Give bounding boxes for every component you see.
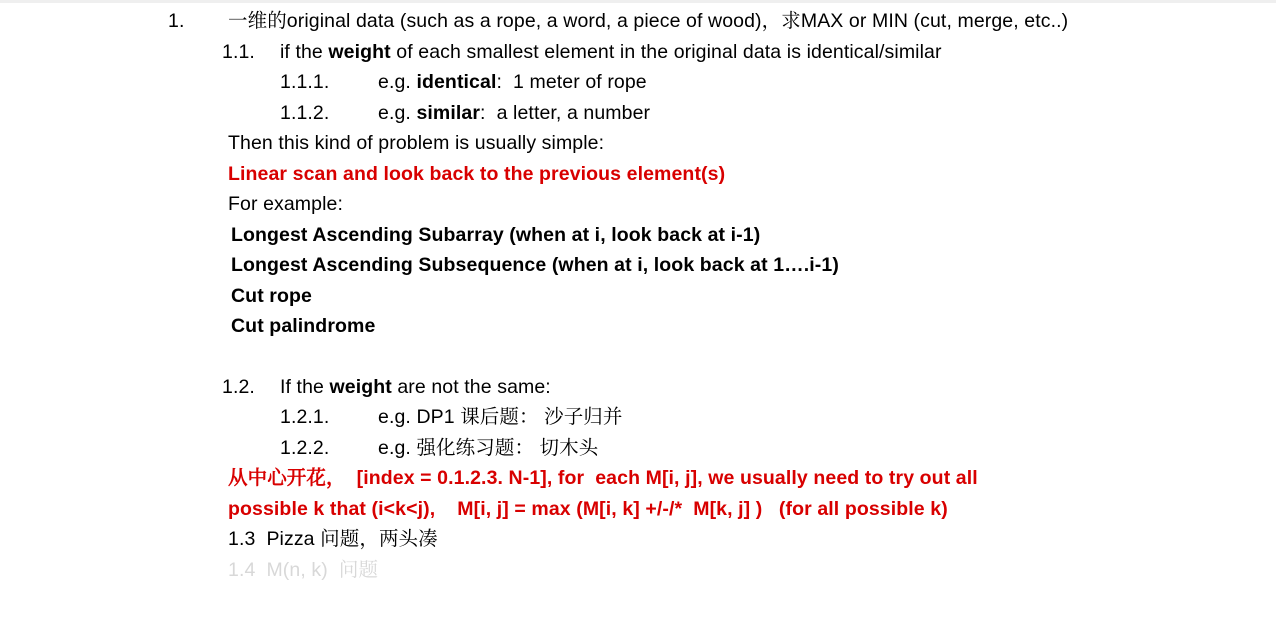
text-run: Longest Ascending Subarray (when at i, look back at i-1) (231, 223, 761, 246)
text-run: Cut rope (231, 284, 312, 307)
text-run: 一维的original data (such as a rope, a word, a piece of wood)，求MAX or MIN (cut, merge, etc..) (228, 10, 1069, 32)
text-then (0, 128, 1276, 159)
text-run: weight (329, 375, 392, 398)
text-run: if the (280, 40, 329, 63)
text-run: Cut palindrome (231, 315, 376, 337)
text-longest-ascending-subarray (0, 220, 1276, 251)
item-1-2 (0, 372, 1276, 403)
text-run: e.g. DP1 课后题： 沙子归并 (378, 406, 623, 428)
item-1-1-2 (0, 98, 1276, 129)
text-linear-scan (0, 159, 1276, 190)
item-1-3 (0, 524, 1276, 555)
text-run: weight (328, 40, 391, 63)
text-run: Then this kind of problem is usually simple: (228, 132, 605, 154)
item-1-1-1 (0, 67, 1276, 98)
list-number: 1.2.2. (280, 436, 330, 459)
text-cut-palindrome (0, 311, 1276, 342)
text-run: Longest Ascending Subsequence (when at i, look back at 1….i-1) (231, 254, 839, 276)
item-1-2-2 (0, 433, 1276, 464)
list-number: 1.2. (222, 375, 255, 398)
text-run: If the (280, 375, 330, 398)
item-1-1 (0, 37, 1276, 68)
text-for-example (0, 189, 1276, 220)
item-1 (0, 6, 1276, 37)
text-run: e.g. (378, 71, 417, 93)
text-run: 从中心开花， [index = 0.1.2.3. N-1], for each M[i, j], we usually need to try out all (228, 467, 978, 489)
text-red-block-line1 (0, 463, 1276, 494)
text-run: : 1 meter of rope (496, 71, 647, 93)
item-1-4 (0, 555, 1276, 586)
list-number: 1.1. (222, 40, 255, 63)
list-number: 1.1.1. (280, 71, 330, 93)
blank-1 (0, 342, 1276, 372)
text-run: e.g. 强化练习题： 切木头 (378, 436, 599, 459)
top-edge-strip (0, 0, 1276, 3)
text-cut-rope (0, 281, 1276, 312)
text-red-block-line2 (0, 494, 1276, 525)
text-run: 1.3 Pizza 问题，两头凑 (228, 528, 438, 550)
text-run: are not the same: (391, 375, 551, 398)
list-number: 1.2.1. (280, 406, 330, 428)
text-run: identical (416, 71, 497, 93)
text-run: similar (416, 101, 481, 124)
text-run: For example: (228, 193, 343, 215)
text-run: 1.4 M(n, k) 问题 (228, 558, 379, 581)
list-number: 1. (168, 10, 185, 32)
text-run: of each smallest element in the original data is identical/similar (390, 40, 942, 63)
text-run: possible k that (i<k<j), M[i, j] = max (M[i, k] +/-/* M[k, j] ) (for all possible k) (228, 497, 948, 520)
item-1-2-1 (0, 402, 1276, 433)
document-body (0, 6, 1276, 585)
text-run: e.g. (378, 101, 417, 124)
text-run: : a letter, a number (480, 101, 651, 124)
text-run: Linear scan and look back to the previous element(s) (228, 162, 726, 185)
list-number: 1.1.2. (280, 101, 330, 124)
text-longest-ascending-subsequence (0, 250, 1276, 281)
